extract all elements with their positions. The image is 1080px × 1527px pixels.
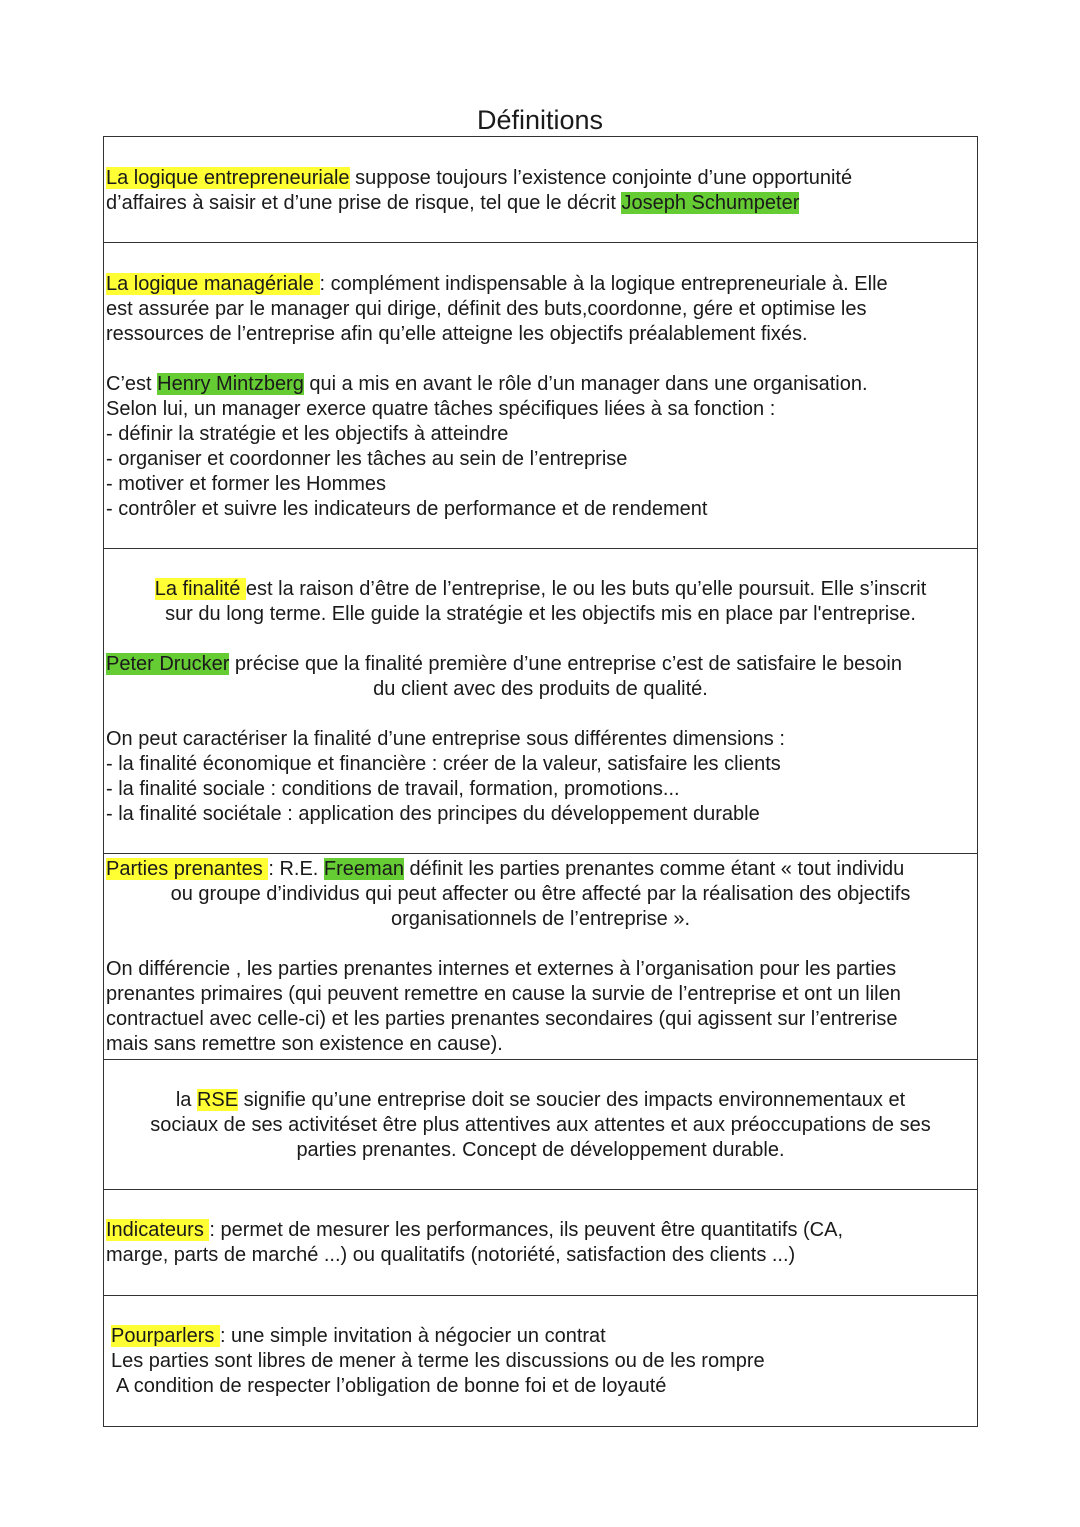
- definition-line: parties prenantes. Concept de développement durable.: [296, 1139, 785, 1161]
- definition-line: la RSE signifie qu’une entreprise doit se soucier des impacts environnementaux et: [175, 1089, 906, 1111]
- definition-entrepreneuriale: [104, 137, 977, 243]
- page-title: Définitions: [476, 105, 604, 135]
- bullet-item: - la finalité économique et financière : créer de la valeur, satisfaire les clients: [106, 753, 781, 775]
- definition-line: On différencie , les parties prenantes internes et externes à l’organisation pour les parties: [106, 958, 897, 980]
- definition-line: ressources de l’entreprise afin qu’elle atteigne les objectifs préalablement fixés.: [106, 323, 808, 345]
- bullet-item: - organiser et coordonner les tâches au sein de l’entreprise: [106, 448, 628, 470]
- term-highlight: La finalité: [154, 578, 246, 600]
- definition-line: Pourparlers : une simple invitation à négocier un contrat: [111, 1325, 606, 1347]
- definition-parties-prenantes: [104, 854, 977, 1060]
- definition-line: sur du long terme. Elle guide la stratégie et les objectifs mis en place par l'entreprise.: [165, 603, 916, 625]
- definition-line: prenantes primaires (qui peuvent remettre en cause la survie de l’entreprise et ont un lilen: [106, 983, 901, 1005]
- author-highlight: Henry Mintzberg: [157, 373, 304, 395]
- bullet-item: - la finalité sociétale : application des principes du développement durable: [106, 803, 760, 825]
- definition-line: On peut caractériser la finalité d’une entreprise sous différentes dimensions :: [106, 728, 785, 750]
- definition-line: Peter Drucker précise que la finalité première d’une entreprise c’est de satisfaire le besoin: [106, 653, 902, 675]
- bullet-item: - contrôler et suivre les indicateurs de performance et de rendement: [106, 498, 708, 520]
- definition-line: Indicateurs : permet de mesurer les performances, ils peuvent être quantitatifs (CA,: [106, 1219, 844, 1241]
- bullet-item: - définir la stratégie et les objectifs à atteindre: [106, 423, 509, 445]
- term-highlight: Pourparlers: [111, 1325, 220, 1347]
- definition-rse: [104, 1060, 977, 1190]
- definition-pourparlers: [104, 1296, 977, 1426]
- term-highlight: La logique entrepreneuriale: [106, 167, 350, 189]
- bullet-item: - motiver et former les Hommes: [106, 473, 387, 495]
- definition-line: A condition de respecter l’obligation de bonne foi et de loyauté: [116, 1375, 667, 1397]
- definition-line: Parties prenantes : R.E. Freeman définit les parties prenantes comme étant « tout individu: [106, 858, 905, 880]
- author-highlight: Freeman: [323, 858, 404, 880]
- definition-line: mais sans remettre son existence en cause).: [106, 1033, 503, 1055]
- author-highlight: Joseph Schumpeter: [621, 192, 800, 214]
- definition-line: La logique managériale : complément indispensable à la logique entrepreneuriale à. Elle: [106, 273, 888, 295]
- bullet-item: - la finalité sociale : conditions de travail, formation, promotions...: [106, 778, 680, 800]
- definition-line: C’est Henry Mintzberg qui a mis en avant le rôle d’un manager dans une organisation.: [106, 373, 868, 395]
- term-highlight: La logique managériale: [106, 273, 320, 295]
- definition-line: du client avec des produits de qualité.: [373, 678, 708, 700]
- definition-indicateurs: [104, 1190, 977, 1296]
- definition-line: Selon lui, un manager exerce quatre tâches spécifiques liées à sa fonction :: [106, 398, 776, 420]
- definition-line: marge, parts de marché ...) ou qualitatifs (notoriété, satisfaction des clients ...): [106, 1244, 796, 1266]
- definition-line: La logique entrepreneuriale suppose toujours l’existence conjointe d’une opportunité: [106, 167, 853, 189]
- definition-line: contractuel avec celle-ci) et les parties prenantes secondaires (qui agissent sur l’entrerise: [106, 1008, 898, 1030]
- definition-line: est assurée par le manager qui dirige, définit des buts,coordonne, gére et optimise les: [106, 298, 867, 320]
- term-highlight: Parties prenantes: [106, 858, 269, 880]
- term-highlight: Indicateurs: [106, 1219, 210, 1241]
- term-highlight: RSE: [196, 1089, 239, 1111]
- definition-line: d’affaires à saisir et d’une prise de risque, tel que le décrit Joseph Schumpeter: [106, 192, 800, 214]
- definition-line: ou groupe d’individus qui peut affecter ou être affecté par la réalisation des objectifs: [170, 883, 911, 905]
- definition-line: organisationnels de l’entreprise ».: [390, 908, 691, 930]
- author-highlight: Peter Drucker: [106, 653, 230, 675]
- definition-line: sociaux de ses activitéset être plus attentives aux attentes et aux préoccupations de ses: [150, 1114, 931, 1136]
- definition-line: La finalité est la raison d’être de l’entreprise, le ou les buts qu’elle poursuit. Elle s’inscrit: [154, 578, 927, 600]
- definition-line: Les parties sont libres de mener à terme les discussions ou de les rompre: [111, 1350, 765, 1372]
- definition-manageriale: [104, 243, 977, 549]
- definitions-table: [103, 136, 978, 1427]
- definition-finalite: [104, 549, 977, 854]
